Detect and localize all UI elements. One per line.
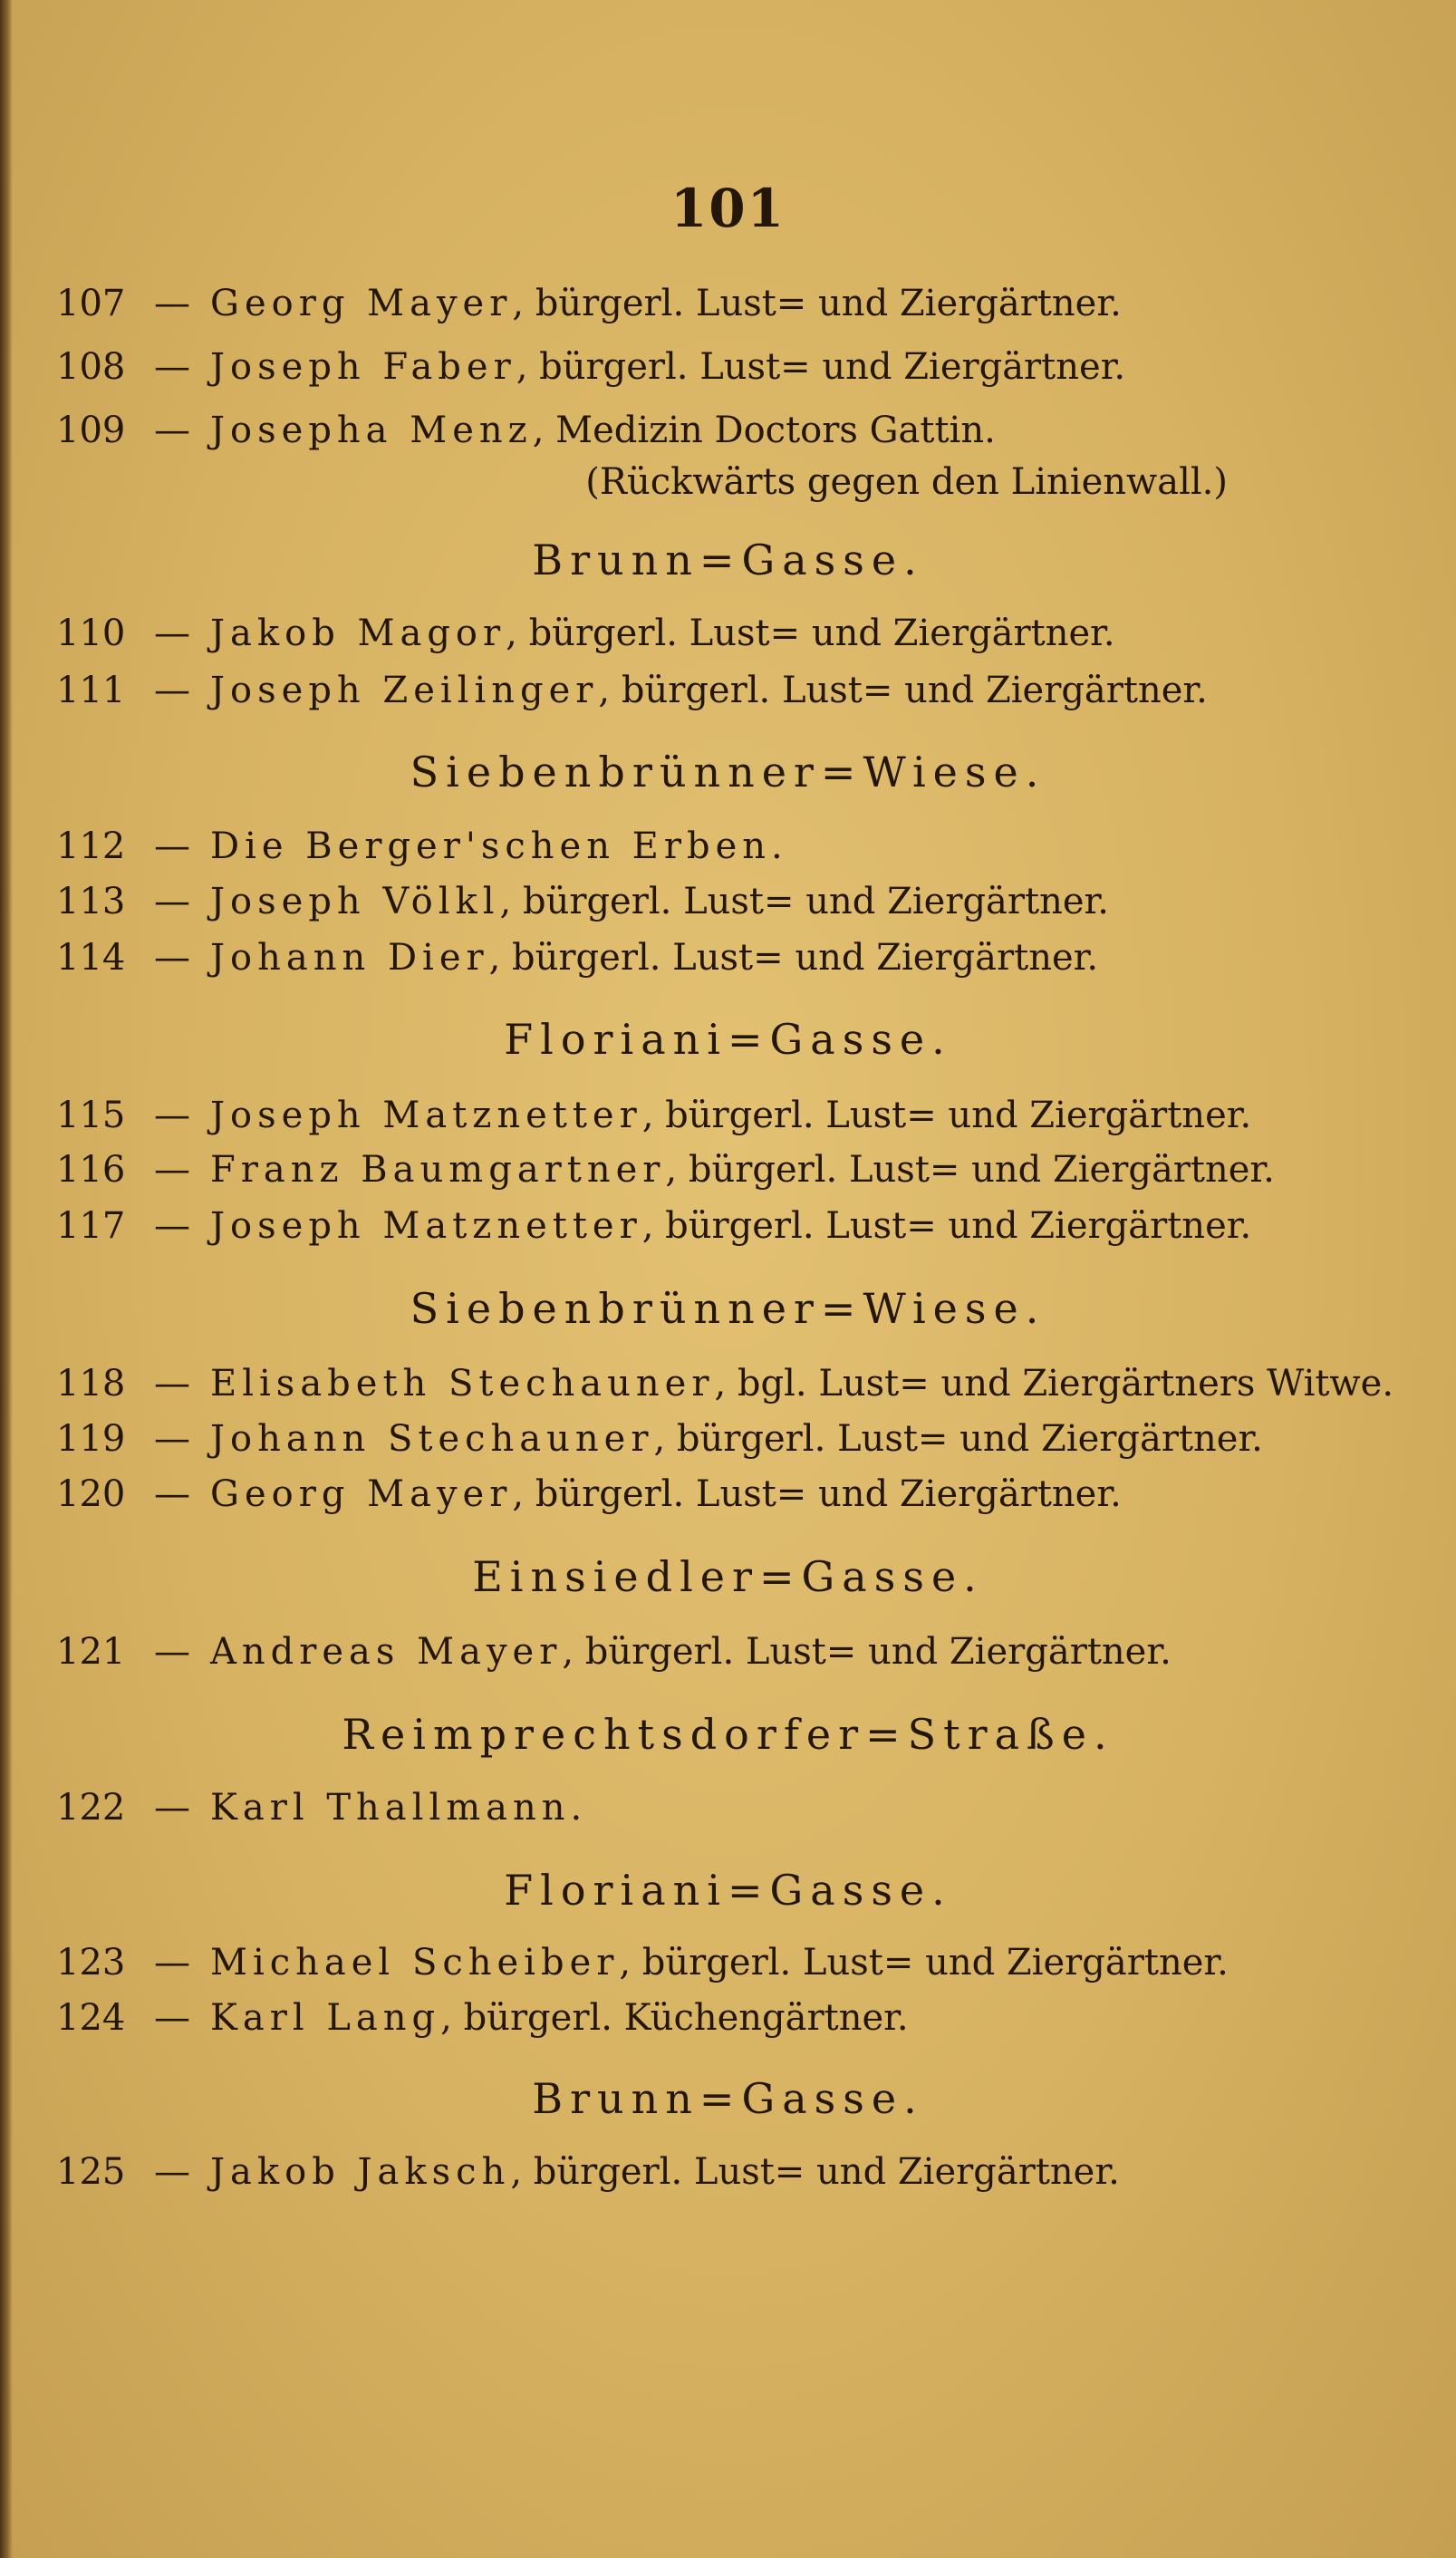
- house-number: 109: [56, 410, 126, 451]
- dash: —: [154, 283, 190, 324]
- entry-row: [0, 1620, 1456, 1684]
- owner-occupation: , bürgerl. Lust= und Ziergärtner.: [506, 613, 1115, 654]
- location-note: (Rückwärts gegen den Linienwall.): [585, 461, 1228, 503]
- entry-row: [0, 815, 1456, 878]
- entry-row: [0, 1407, 1456, 1471]
- owner-occupation: , bürgerl. Lust= und Ziergärtner.: [619, 1942, 1229, 1984]
- owner-occupation: , bgl. Lust= und Ziergärtners Witwe.: [714, 1363, 1394, 1404]
- house-number: 119: [56, 1418, 126, 1460]
- street-heading: Siebenbrünner=Wiese.: [410, 748, 1046, 796]
- house-number: 116: [56, 1149, 126, 1191]
- entry-row: [0, 1462, 1456, 1526]
- owner-occupation: , bürgerl. Lust= und Ziergärtner.: [512, 283, 1122, 324]
- house-number: 121: [56, 1631, 126, 1673]
- street-heading: Floriani=Gasse.: [504, 1866, 952, 1915]
- entry-row: [0, 870, 1456, 933]
- dash: —: [154, 670, 190, 711]
- owner-name: Michael Scheiber: [210, 1942, 620, 1984]
- house-number: 117: [56, 1205, 126, 1247]
- owner-occupation: , bürgerl. Lust= und Ziergärtner.: [510, 2151, 1120, 2193]
- entry-note: [0, 450, 1456, 514]
- dash: —: [154, 1363, 190, 1404]
- owner-occupation: , bürgerl. Lust= und Ziergärtner.: [665, 1149, 1275, 1191]
- owner-name: Josepha Menz: [210, 410, 533, 451]
- dash: —: [154, 410, 190, 451]
- owner-occupation: , bürgerl. Lust= und Ziergärtner.: [488, 937, 1099, 979]
- owner-name: Elisabeth Stechauner: [210, 1363, 715, 1404]
- street-heading: Reimprechtsdorfer=Straße.: [342, 1710, 1114, 1759]
- street-heading: Einsiedler=Gasse.: [472, 1552, 984, 1601]
- owner-name: Georg Mayer: [210, 1473, 513, 1515]
- dash: —: [154, 1205, 190, 1247]
- owner-name: Johann Dier: [210, 937, 489, 979]
- entry-row: [0, 926, 1456, 989]
- owner-name: Die Berger'schen Erben.: [210, 825, 788, 867]
- house-number: 120: [56, 1473, 126, 1515]
- entry-row: [0, 2140, 1456, 2204]
- house-number: 108: [56, 346, 126, 388]
- house-number: 114: [56, 937, 126, 979]
- owner-name: Karl Lang: [210, 1997, 441, 2039]
- owner-name: Joseph Zeilinger: [210, 670, 599, 711]
- dash: —: [154, 881, 190, 922]
- entry-row: [0, 659, 1456, 722]
- owner-name: Joseph Matznetter: [210, 1205, 642, 1247]
- owner-occupation: , bürgerl. Küchengärtner.: [440, 1997, 909, 2039]
- house-number: 125: [56, 2151, 126, 2193]
- owner-name: Karl Thallmann.: [210, 1787, 588, 1829]
- owner-name: Jakob Jaksch: [210, 2151, 511, 2193]
- dash: —: [154, 346, 190, 388]
- house-number: 124: [56, 1997, 126, 2039]
- entry-row: [0, 272, 1456, 335]
- owner-occupation: , bürgerl. Lust= und Ziergärtner.: [562, 1631, 1172, 1673]
- owner-name: Georg Mayer: [210, 283, 513, 324]
- dash: —: [154, 825, 190, 867]
- entry-row: [0, 1776, 1456, 1839]
- entry-row: [0, 1194, 1456, 1258]
- entry-row: [0, 1931, 1456, 1994]
- dash: —: [154, 1997, 190, 2039]
- house-number: 111: [56, 670, 126, 711]
- house-number: 112: [56, 825, 126, 867]
- dash: —: [154, 613, 190, 654]
- house-number: 110: [56, 613, 126, 654]
- house-number: 122: [56, 1787, 126, 1829]
- owner-occupation: , bürgerl. Lust= und Ziergärtner.: [641, 1205, 1252, 1247]
- entry-row: [0, 1138, 1456, 1202]
- dash: —: [154, 937, 190, 979]
- owner-name: Joseph Matznetter: [210, 1095, 642, 1136]
- owner-occupation: , Medizin Doctors Gattin.: [532, 410, 996, 451]
- entry-row: [0, 1352, 1456, 1415]
- entry-row: [0, 602, 1456, 665]
- dash: —: [154, 1787, 190, 1829]
- dash: —: [154, 1473, 190, 1515]
- house-number: 123: [56, 1942, 126, 1984]
- entry-row: [0, 335, 1456, 399]
- street-heading: Siebenbrünner=Wiese.: [410, 1284, 1046, 1333]
- owner-name: Joseph Völkl: [210, 881, 500, 922]
- owner-occupation: , bürgerl. Lust= und Ziergärtner.: [516, 346, 1126, 388]
- dash: —: [154, 1631, 190, 1673]
- dash: —: [154, 1942, 190, 1984]
- house-number: 113: [56, 881, 126, 922]
- owner-occupation: , bürgerl. Lust= und Ziergärtner.: [499, 881, 1109, 922]
- dash: —: [154, 1418, 190, 1460]
- street-heading: Floriani=Gasse.: [504, 1015, 952, 1064]
- dash: —: [154, 1149, 190, 1191]
- dash: —: [154, 1095, 190, 1136]
- owner-name: Joseph Faber: [210, 346, 516, 388]
- page-number: 101: [670, 178, 786, 239]
- owner-occupation: , bürgerl. Lust= und Ziergärtner.: [598, 670, 1208, 711]
- owner-occupation: , bürgerl. Lust= und Ziergärtner.: [512, 1473, 1122, 1515]
- entry-row: [0, 1986, 1456, 2050]
- house-number: 118: [56, 1363, 126, 1404]
- owner-occupation: , bürgerl. Lust= und Ziergärtner.: [653, 1418, 1263, 1460]
- owner-occupation: , bürgerl. Lust= und Ziergärtner.: [641, 1095, 1252, 1136]
- house-number: 115: [56, 1095, 126, 1136]
- owner-name: Jakob Magor: [210, 613, 506, 654]
- owner-name: Franz Baumgartner: [210, 1149, 666, 1191]
- street-heading: Brunn=Gasse.: [532, 2074, 924, 2123]
- owner-name: Johann Stechauner: [210, 1418, 654, 1460]
- owner-name: Andreas Mayer: [210, 1631, 563, 1673]
- street-heading: Brunn=Gasse.: [532, 536, 924, 584]
- house-number: 107: [56, 283, 126, 324]
- dash: —: [154, 2151, 190, 2193]
